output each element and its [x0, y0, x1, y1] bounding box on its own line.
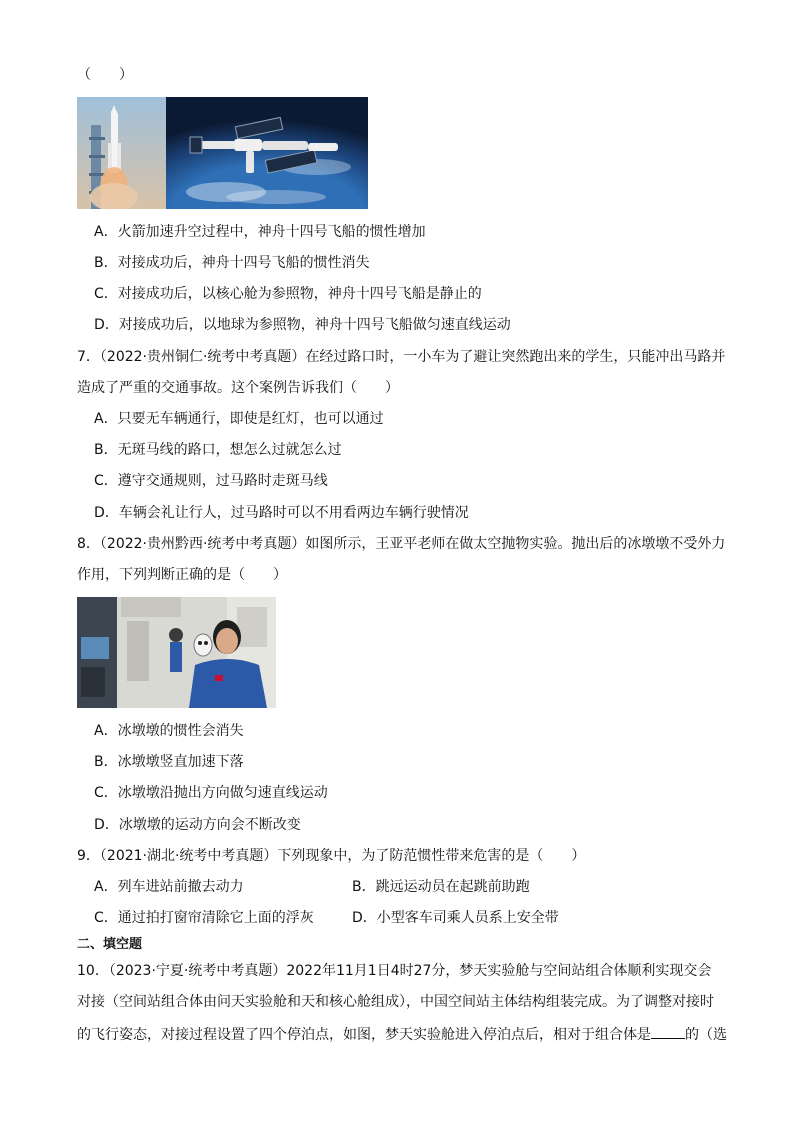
q7-option-b: B．无斑马线的路口，想怎么过就怎么过: [94, 442, 342, 458]
q10-stem-line2: 对接（空间站组合体由问天实验舱和天和核心舱组成），中国空间站主体结构组装完成。为了调整对接时: [77, 994, 714, 1010]
q6-option-d: D．对接成功后，以地球为参照物，神舟十四号飞船做匀速直线运动: [94, 317, 511, 333]
q9-stem-line1: 9．（2021·湖北·统考中考真题）下列现象中，为了防范惯性带来危害的是（ ）: [77, 848, 586, 864]
space-station-image: [166, 97, 368, 209]
q8-stem-line2: 作用，下列判断正确的是（ ）: [77, 567, 287, 583]
q8-stem-line1: 8．（2022·贵州黔西·统考中考真题）如图所示，王亚平老师在做太空抛物实验。抛出后的冰墩墩不受外力: [77, 536, 726, 552]
q10-line3-text: 的飞行姿态，对接过程设置了四个停泊点，如图，梦天实验舱进入停泊点后，相对于组合体是: [77, 1027, 651, 1043]
q7-option-a: A．只要无车辆通行，即使是红灯，也可以通过: [94, 411, 384, 427]
q8-option-a: A．冰墩墩的惯性会消失: [94, 723, 244, 739]
q9-option-b: B．跳远运动员在起跳前助跑: [352, 879, 530, 895]
q9-option-a: A．列车进站前撤去动力: [94, 879, 244, 895]
q7-stem-line2: 造成了严重的交通事故。这个案例告诉我们（ ）: [77, 380, 399, 396]
section-heading-fill-blank: 二、填空题: [77, 937, 143, 952]
q8-option-c: C．冰墩墩沿抛出方向做匀速直线运动: [94, 785, 328, 801]
q10-stem-line1: 10．（2023·宁夏·统考中考真题）2022年11月1日4时27分，梦天实验舱与空间站组合体顺利实现交会: [77, 963, 712, 979]
space-experiment-image: [77, 597, 276, 708]
q10-line3-tail: 的（选: [685, 1027, 727, 1043]
q8-option-d: D．冰墩墩的运动方向会不断改变: [94, 817, 301, 833]
q7-stem-line1: 7．（2022·贵州铜仁·统考中考真题）在经过路口时，一小车为了避让突然跑出来的学生，只能冲出马路并: [77, 349, 726, 365]
q7-option-d: D．车辆会礼让行人，过马路时可以不用看两边车辆行驶情况: [94, 505, 469, 521]
q8-option-b: B．冰墩墩竖直加速下落: [94, 754, 244, 770]
rocket-launch-image: [77, 97, 166, 209]
answer-blank[interactable]: [651, 1024, 685, 1039]
q9-option-c: C．通过拍打窗帘清除它上面的浮灰: [94, 910, 314, 926]
q6-option-c: C．对接成功后，以核心舱为参照物，神舟十四号飞船是静止的: [94, 286, 482, 302]
q6-answer-bracket: （ ）: [77, 67, 133, 83]
q9-option-d: D．小型客车司乘人员系上安全带: [352, 910, 559, 926]
q10-stem-line3: [77, 1024, 727, 1045]
q7-option-c: C．遵守交通规则，过马路时走斑马线: [94, 473, 328, 489]
q6-option-b: B．对接成功后，神舟十四号飞船的惯性消失: [94, 255, 370, 271]
q6-option-a: A．火箭加速升空过程中，神舟十四号飞船的惯性增加: [94, 224, 426, 240]
